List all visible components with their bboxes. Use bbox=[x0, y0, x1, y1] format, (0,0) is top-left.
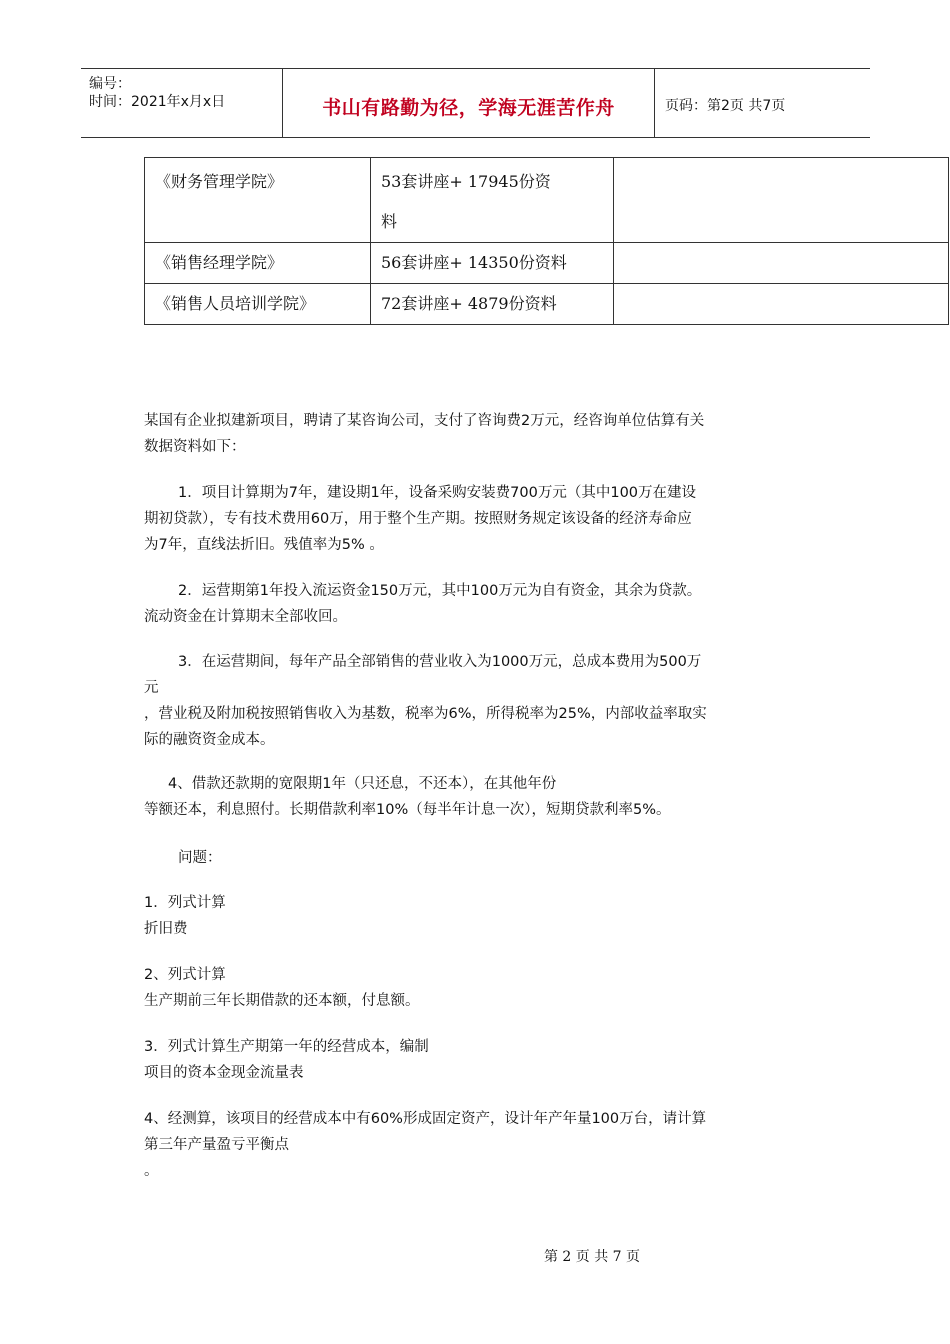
intro-paragraph: 某国有企业拟建新项目，聘请了某咨询公司，支付了咨询费2万元，经咨询单位估算有关 数据资料如下： bbox=[144, 413, 705, 455]
question-2: 2、列式计算 生产期前三年长期借款的还本额，付息额。 bbox=[144, 967, 420, 1009]
header-page-cell bbox=[655, 69, 870, 137]
question-4: 4、经测算，该项目的经营成本中有60%形成固定资产，设计年产年量100万台，请计算 第三年产量盈亏平衡点 。 bbox=[144, 1111, 707, 1179]
table-cell-detail: 56套讲座+ 14350份资料 bbox=[371, 243, 614, 284]
detail-line: 53套讲座+ 17945份资 bbox=[381, 172, 551, 191]
page-footer bbox=[0, 1246, 950, 1266]
table-row bbox=[145, 284, 949, 325]
table-cell-detail bbox=[371, 158, 614, 243]
detail-line: 料 bbox=[381, 212, 398, 231]
header-meta bbox=[81, 69, 283, 137]
page-header bbox=[81, 68, 870, 138]
table-cell-note bbox=[614, 284, 949, 325]
table-row bbox=[145, 158, 949, 243]
motto: 书山有路勤为径，学海无涯苦作舟 bbox=[322, 97, 615, 119]
header-motto-cell bbox=[283, 69, 655, 137]
page-info: 页码：第2页 共7页 bbox=[665, 98, 786, 114]
time-label: 时间：2021年x月x日 bbox=[89, 94, 226, 110]
footer-page-text: 第 2 页 共 7 页 bbox=[543, 1249, 641, 1265]
resource-table bbox=[144, 157, 949, 325]
table-cell-name: 《销售人员培训学院》 bbox=[145, 284, 371, 325]
item-2-paragraph: 2．运营期第1年投入流运资金150万元，其中100万元为自有资金，其余为贷款。 流动资金在计算期末全部收回。 bbox=[144, 583, 702, 625]
table-cell-name: 《财务管理学院》 bbox=[145, 158, 371, 243]
table-cell-name: 《销售经理学院》 bbox=[145, 243, 371, 284]
item-4-paragraph: 4、借款还款期的宽限期1年（只还息，不还本），在其他年份 等额还本，利息照付。长期借款利率10%（每半年计息一次），短期贷款利率5%。 bbox=[144, 776, 671, 818]
table-cell-note bbox=[614, 243, 949, 284]
item-3-paragraph: 3．在运营期间，每年产品全部销售的营业收入为1000万元，总成本费用为500万 元 ，营业税及附加税按照销售收入为基数，税率为6%，所得税率为25%，内部收益率取实 际的融资资金成本。 bbox=[144, 654, 707, 748]
questions-title: 问题： bbox=[178, 850, 222, 866]
table-cell-detail: 72套讲座+ 4879份资料 bbox=[371, 284, 614, 325]
question-1: 1．列式计算 折旧费 bbox=[144, 895, 226, 937]
table-cell-note bbox=[614, 158, 949, 243]
item-1-paragraph: 1．项目计算期为7年，建设期1年，设备采购安装费700万元（其中100万在建设 期初贷款），专有技术费用60万，用于整个生产期。按照财务规定该设备的经济寿命应 为7年，直线法折旧。残值率为5% 。 bbox=[144, 485, 697, 553]
number-label: 编号： bbox=[89, 76, 131, 92]
question-3: 3．列式计算生产期第一年的经营成本，编制 项目的资本金现金流量表 bbox=[144, 1039, 429, 1081]
table-row bbox=[145, 243, 949, 284]
